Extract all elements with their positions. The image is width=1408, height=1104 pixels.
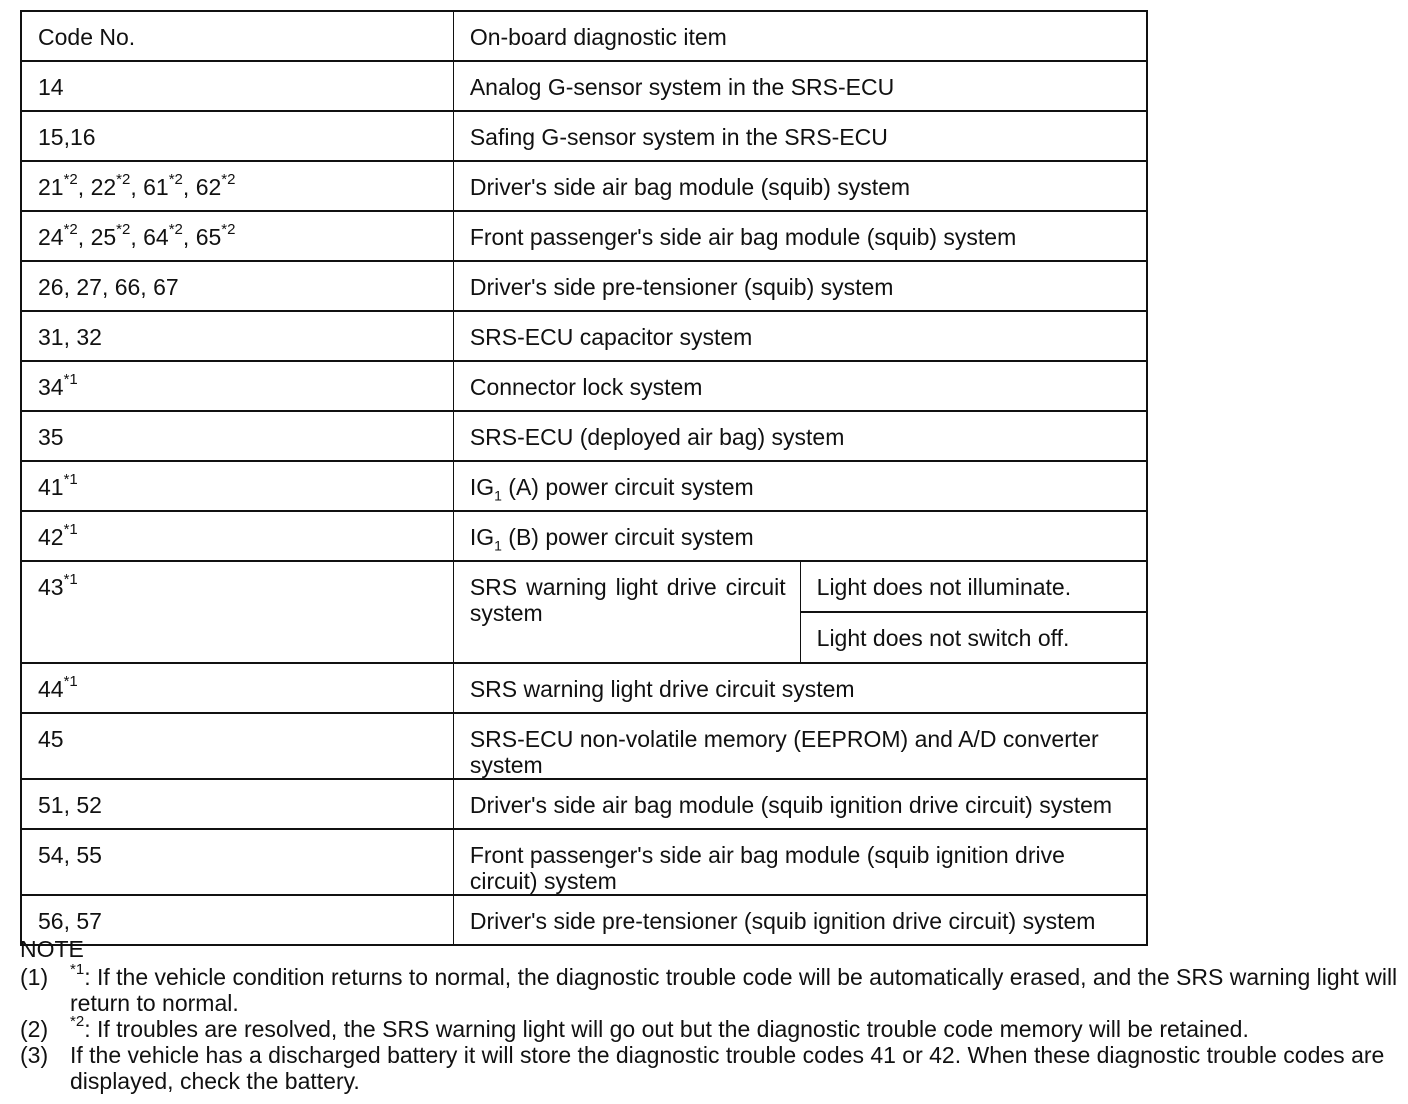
item-cell: Driver's side pre-tensioner (squib) system bbox=[453, 261, 1147, 311]
table-row bbox=[21, 211, 1147, 261]
footnote-mark: *2 bbox=[116, 171, 131, 189]
footnote-mark: *1 bbox=[63, 371, 78, 389]
sub-item-cell: Light does not illuminate. bbox=[800, 561, 1147, 612]
note-text: $^{*2}$: If troubles are resolved, the SRS warning light will go out but the diagnostic trouble code memory will be retained. bbox=[70, 1013, 1249, 1042]
code-part: 24$^{*2}$, 25$^{*2}$, 64$^{*2}$, 65$^{*2}$ bbox=[38, 221, 236, 250]
note-number: (1) bbox=[20, 964, 49, 990]
table-row bbox=[21, 261, 1147, 311]
code-cell bbox=[21, 211, 453, 261]
code-cell: 31, 32 bbox=[21, 311, 453, 361]
table-row bbox=[21, 61, 1147, 111]
notes-section bbox=[20, 936, 1400, 1094]
table-row bbox=[21, 713, 1147, 779]
header-code-no: Code No. bbox=[21, 11, 453, 61]
item-cell: Front passenger's side air bag module (squib ignition drive circuit) system bbox=[453, 829, 1147, 895]
footnote-mark: *2 bbox=[63, 171, 78, 189]
note-number: (3) bbox=[20, 1042, 49, 1068]
code-cell: 35 bbox=[21, 411, 453, 461]
code-cell: 42$^{*1}$ bbox=[21, 511, 453, 561]
note-item bbox=[20, 1013, 1400, 1042]
footnote-mark: *2 bbox=[63, 221, 78, 239]
sub-item-cell: Light does not switch off. bbox=[800, 612, 1147, 663]
code-cell: 45 bbox=[21, 713, 453, 779]
table-header-row bbox=[21, 11, 1147, 61]
item-cell: Safing G-sensor system in the SRS-ECU bbox=[453, 111, 1147, 161]
table-row bbox=[21, 461, 1147, 511]
table-row bbox=[21, 411, 1147, 461]
code-cell: 26, 27, 66, 67 bbox=[21, 261, 453, 311]
code-cell: 14 bbox=[21, 61, 453, 111]
footnote-mark: *2 bbox=[168, 171, 183, 189]
footnote-mark: *1 bbox=[63, 571, 78, 589]
diagnostic-code-table-wrapper bbox=[20, 10, 1148, 946]
note-text: $^{*1}$: If the vehicle condition returns to normal, the diagnostic trouble code will be automatically erased, and the SRS warning light will return to normal. bbox=[70, 961, 1398, 1016]
code-cell: 43$^{*1}$ bbox=[21, 561, 453, 663]
table-row bbox=[21, 311, 1147, 361]
table-row bbox=[21, 663, 1147, 713]
notes-title: NOTE bbox=[20, 936, 84, 962]
footnote-mark: *1 bbox=[70, 961, 85, 979]
item-cell: SRS warning light drive circuit system bbox=[453, 561, 800, 663]
footnote-mark: *2 bbox=[221, 221, 236, 239]
item-cell: SRS warning light drive circuit system bbox=[453, 663, 1147, 713]
table-row bbox=[21, 361, 1147, 411]
diagnostic-code-table bbox=[20, 10, 1148, 946]
item-cell: SRS-ECU non-volatile memory (EEPROM) and A/D converter system bbox=[453, 713, 1147, 779]
item-cell: Connector lock system bbox=[453, 361, 1147, 411]
footnote-mark: *2 bbox=[70, 1013, 85, 1031]
note-item bbox=[20, 961, 1400, 1016]
footnote-mark: *2 bbox=[221, 171, 236, 189]
item-cell: Driver's side pre-tensioner (squib ignition drive circuit) system bbox=[453, 895, 1147, 945]
item-cell: SRS-ECU (deployed air bag) system bbox=[453, 411, 1147, 461]
item-cell: $IG_1$ (A) power circuit system bbox=[453, 461, 1147, 511]
table-row bbox=[21, 111, 1147, 161]
item-cell: Front passenger's side air bag module (squib) system bbox=[453, 211, 1147, 261]
item-cell: Driver's side air bag module (squib) system bbox=[453, 161, 1147, 211]
footnote-mark: *1 bbox=[63, 521, 78, 539]
footnote-mark: *2 bbox=[116, 221, 131, 239]
note-number: (2) bbox=[20, 1016, 49, 1042]
footnote-mark: *1 bbox=[63, 471, 78, 489]
note-item bbox=[20, 1042, 1400, 1094]
table-row bbox=[21, 161, 1147, 211]
item-cell: $IG_1$ (B) power circuit system bbox=[453, 511, 1147, 561]
code-part: 21$^{*2}$, 22$^{*2}$, 61$^{*2}$, 62$^{*2}$ bbox=[38, 171, 236, 200]
code-cell: 41$^{*1}$ bbox=[21, 461, 453, 511]
item-cell: SRS-ECU capacitor system bbox=[453, 311, 1147, 361]
item-cell: Driver's side air bag module (squib ignition drive circuit) system bbox=[453, 779, 1147, 829]
footnote-mark: *1 bbox=[63, 673, 78, 691]
code-cell: 54, 55 bbox=[21, 829, 453, 895]
table-row bbox=[21, 779, 1147, 829]
table-row bbox=[21, 511, 1147, 561]
header-diagnostic-item: On-board diagnostic item bbox=[453, 11, 1147, 61]
code-cell: 51, 52 bbox=[21, 779, 453, 829]
code-cell: 15,16 bbox=[21, 111, 453, 161]
code-cell: 34$^{*1}$ bbox=[21, 361, 453, 411]
table-row bbox=[21, 561, 1147, 612]
code-cell: 44$^{*1}$ bbox=[21, 663, 453, 713]
code-cell: 56, 57 bbox=[21, 895, 453, 945]
footnote-mark: *2 bbox=[168, 221, 183, 239]
note-text: If the vehicle has a discharged battery it will store the diagnostic trouble codes 41 or 42. When these diagnostic trouble codes are displayed, check the battery. bbox=[70, 1042, 1385, 1094]
item-cell: Analog G-sensor system in the SRS-ECU bbox=[453, 61, 1147, 111]
code-cell bbox=[21, 161, 453, 211]
table-row bbox=[21, 829, 1147, 895]
